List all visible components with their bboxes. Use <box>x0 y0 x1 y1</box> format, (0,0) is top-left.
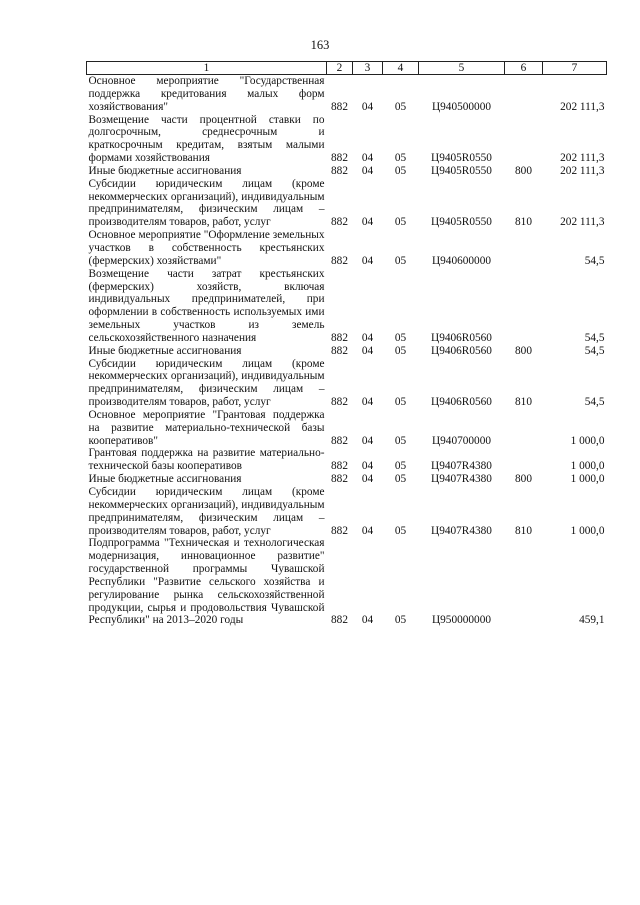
row-name: Иные бюджетные ассигнования <box>88 344 242 357</box>
table-row <box>87 473 607 486</box>
row-admin-code: 882 <box>331 434 348 447</box>
column-header: 2 <box>327 62 353 75</box>
row-subsection: 05 <box>394 152 407 165</box>
row-admin-code: 882 <box>331 524 348 537</box>
row-amount: 1 000,0 <box>570 524 605 537</box>
row-target-code: Ц9405R0550 <box>431 152 492 165</box>
row-section: 04 <box>361 614 374 627</box>
row-expense-type: 810 <box>515 396 532 409</box>
row-name: Субсидии юридическим лицам (кроме некоммерческих организаций), индивидуальным предпринимателям, физическим лицам – производителям товаров, работ, услуг <box>88 357 325 409</box>
row-target-code: Ц950000000 <box>432 614 491 627</box>
row-admin-code: 882 <box>331 614 348 627</box>
row-subsection: 05 <box>394 614 407 627</box>
row-subsection: 05 <box>394 473 407 486</box>
row-section: 04 <box>361 396 374 409</box>
row-name: Иные бюджетные ассигнования <box>88 473 242 486</box>
budget-table <box>86 61 607 627</box>
column-header: 3 <box>353 62 383 75</box>
row-amount: 202 111,3 <box>560 100 605 113</box>
row-name: Субсидии юридическим лицам (кроме некоммерческих организаций), индивидуальным предпринимателям, физическим лицам – производителям товаров, работ, услуг <box>88 177 325 229</box>
row-target-code: Ц9407R4380 <box>431 524 492 537</box>
row-target-code: Ц9407R4380 <box>431 473 492 486</box>
row-subsection: 05 <box>394 331 407 344</box>
row-name: Субсидии юридическим лицам (кроме некоммерческих организаций), индивидуальным предпринимателям, физическим лицам – производителям товаров, работ, услуг <box>88 486 325 537</box>
column-header: 6 <box>505 62 543 75</box>
row-section: 04 <box>361 434 374 447</box>
row-expense-type: 810 <box>515 216 532 229</box>
page-number: 163 <box>310 38 330 52</box>
row-subsection: 05 <box>394 434 407 447</box>
row-subsection: 05 <box>394 344 407 357</box>
row-target-code: Ц940700000 <box>432 434 491 447</box>
row-section: 04 <box>361 473 374 486</box>
row-section: 04 <box>361 524 374 537</box>
row-amount: 54,5 <box>584 254 605 267</box>
row-expense-type: 800 <box>515 164 532 177</box>
row-amount: 1 000,0 <box>570 434 605 447</box>
row-expense-type <box>505 114 543 165</box>
row-amount: 459,1 <box>579 614 605 627</box>
row-expense-type <box>505 229 543 268</box>
row-subsection: 05 <box>394 524 407 537</box>
table-row <box>87 268 607 345</box>
row-target-code: Ц9406R0560 <box>431 331 492 344</box>
row-section: 04 <box>361 216 374 229</box>
row-admin-code: 882 <box>331 460 348 473</box>
table-header-row <box>87 62 607 75</box>
row-expense-type <box>505 537 543 627</box>
row-expense-type: 800 <box>515 473 532 486</box>
table-row <box>87 229 607 268</box>
row-section: 04 <box>361 254 374 267</box>
column-header: 4 <box>383 62 419 75</box>
row-amount: 54,5 <box>584 396 605 409</box>
table-body <box>87 75 607 628</box>
row-target-code: Ц9405R0550 <box>431 164 492 177</box>
row-amount: 54,5 <box>584 344 605 357</box>
row-name: Основное мероприятие "Государственная поддержка кредитования малых форм хозяйствования" <box>88 75 325 113</box>
row-section: 04 <box>361 164 374 177</box>
row-admin-code: 882 <box>331 100 348 113</box>
table-row <box>87 345 607 358</box>
row-name: Возмещение части затрат крестьянских (фермерских) хозяйств, включая индивидуальных предпринимателей, при оформлении в собственность используемых ими земельных участков из земель сельскохозяйственного назначения <box>88 267 325 344</box>
row-section: 04 <box>361 152 374 165</box>
row-amount: 54,5 <box>584 331 605 344</box>
row-subsection: 05 <box>394 164 407 177</box>
row-admin-code: 882 <box>331 396 348 409</box>
row-name: Грантовая поддержка на развитие материально-технической базы кооперативов <box>88 447 325 473</box>
row-section: 04 <box>361 331 374 344</box>
row-subsection: 05 <box>394 216 407 229</box>
row-admin-code: 882 <box>331 216 348 229</box>
row-target-code: Ц940500000 <box>432 100 491 113</box>
row-expense-type <box>505 75 543 114</box>
row-admin-code: 882 <box>331 164 348 177</box>
row-section: 04 <box>361 100 374 113</box>
row-admin-code: 882 <box>331 344 348 357</box>
table-row <box>87 409 607 448</box>
row-expense-type: 810 <box>515 524 532 537</box>
row-admin-code: 882 <box>331 254 348 267</box>
table-row <box>87 537 607 627</box>
row-subsection: 05 <box>394 100 407 113</box>
row-amount: 1 000,0 <box>570 473 605 486</box>
row-section: 04 <box>361 460 374 473</box>
row-subsection: 05 <box>394 254 407 267</box>
table-row <box>87 75 607 114</box>
row-name: Возмещение части процентной ставки по долгосрочным, среднесрочным и краткосрочным кредитам, взятым малыми формами хозяйствования <box>88 113 325 165</box>
row-name: Подпрограмма "Техническая и технологическая модернизация, инновационное развитие" государственной программы Чувашской Республики "Развитие сельского хозяйства и регулирование рынка сельскохозяйственной продукции, сырья и продовольствия Чувашской Республики" на 2013–2020 годы <box>88 537 325 627</box>
row-name: Основное мероприятие "Оформление земельных участков в собственность крестьянских (фермерских) хозяйствами" <box>88 229 325 267</box>
row-section: 04 <box>361 344 374 357</box>
table-row <box>87 178 607 229</box>
row-amount: 202 111,3 <box>560 164 605 177</box>
row-name: Иные бюджетные ассигнования <box>88 164 242 177</box>
row-target-code: Ц9405R0550 <box>431 216 492 229</box>
table-row <box>87 486 607 537</box>
row-amount: 202 111,3 <box>560 152 605 165</box>
row-admin-code: 882 <box>331 331 348 344</box>
column-header: 1 <box>87 62 327 75</box>
row-expense-type <box>505 409 543 448</box>
row-expense-type <box>505 268 543 345</box>
row-admin-code: 882 <box>331 152 348 165</box>
row-subsection: 05 <box>394 460 407 473</box>
row-target-code: Ц940600000 <box>432 254 491 267</box>
row-amount: 1 000,0 <box>570 460 605 473</box>
column-header: 5 <box>419 62 505 75</box>
row-name: Основное мероприятие "Грантовая поддержка на развитие материально-технической базы кооперативов" <box>88 408 325 447</box>
column-header: 7 <box>543 62 607 75</box>
row-subsection: 05 <box>394 396 407 409</box>
row-expense-type: 800 <box>515 344 532 357</box>
row-admin-code: 882 <box>331 473 348 486</box>
row-target-code: Ц9407R4380 <box>431 460 492 473</box>
table-row <box>87 114 607 165</box>
row-target-code: Ц9406R0560 <box>431 344 492 357</box>
table-row <box>87 165 607 178</box>
table-row <box>87 447 607 473</box>
row-target-code: Ц9406R0560 <box>431 396 492 409</box>
table-row <box>87 358 607 409</box>
row-expense-type <box>505 447 543 473</box>
row-amount: 202 111,3 <box>560 216 605 229</box>
